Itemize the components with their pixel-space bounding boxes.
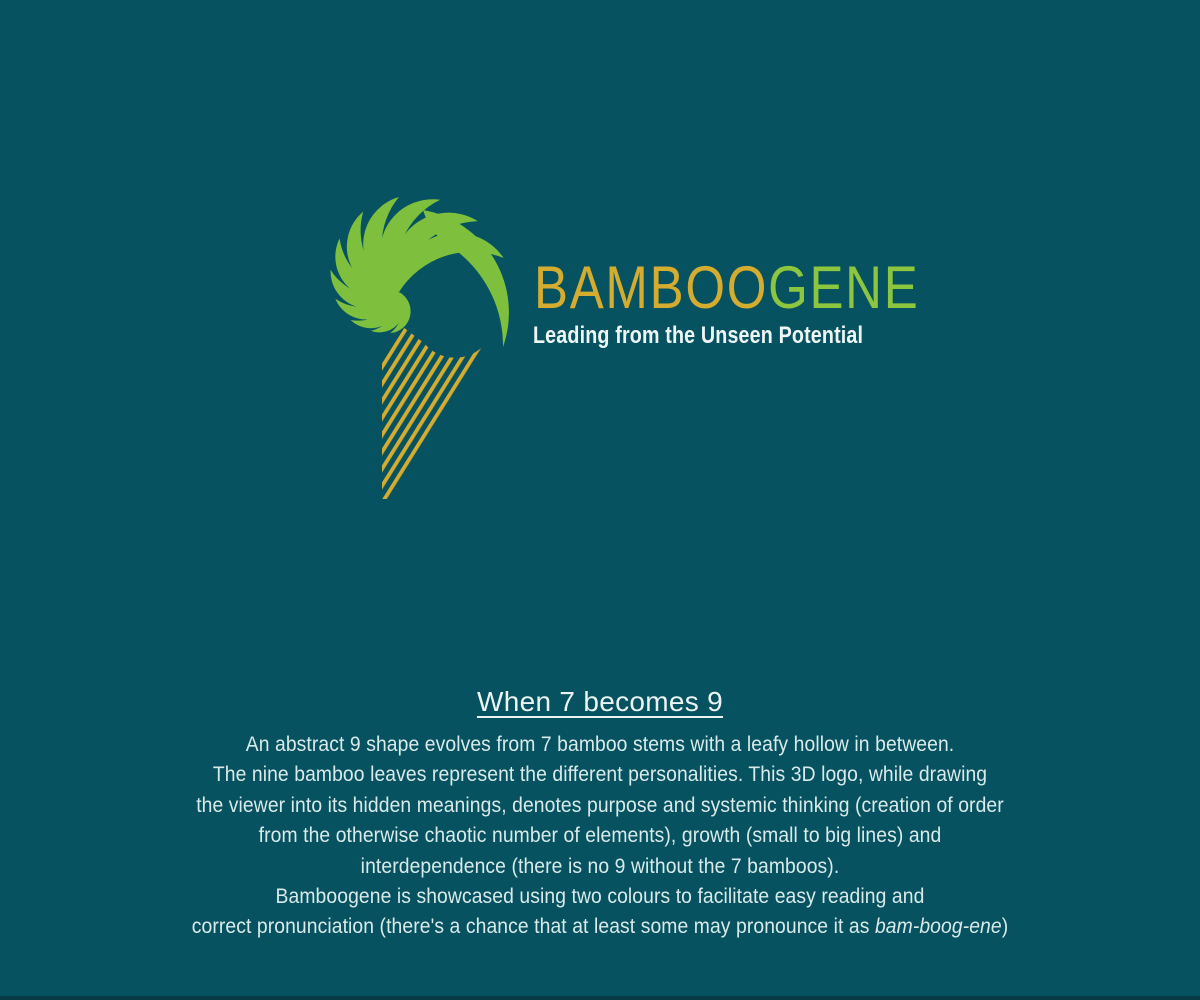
wordmark-gene: GENE bbox=[768, 254, 920, 321]
description-section bbox=[0, 686, 1200, 943]
description-line-7: correct pronunciation (there's a chance that at least some may pronounce it as bam-boog-ene) bbox=[191, 915, 1009, 939]
description-line-6: Bamboogene is showcased using two colours to facilitate easy reading and bbox=[275, 885, 925, 909]
tagline: Leading from the Unseen Potential bbox=[533, 322, 864, 349]
section-heading: When 7 becomes 9 bbox=[476, 686, 724, 717]
description-line-5: interdependence (there is no 9 without the 7 bamboos). bbox=[360, 854, 840, 878]
leafy-hollow bbox=[413, 274, 493, 354]
description-line-2: The nine bamboo leaves represent the different personalities. This 3D logo, while drawing bbox=[212, 763, 988, 787]
description-text bbox=[48, 730, 1152, 943]
description-line-4: from the otherwise chaotic number of elements), growth (small to big lines) and bbox=[258, 824, 942, 848]
description-line-1: An abstract 9 shape evolves from 7 bamboo stems with a leafy hollow in between. bbox=[245, 733, 955, 756]
wordmark bbox=[534, 254, 920, 321]
bamboogene-logo-mark bbox=[325, 188, 515, 518]
pronunciation-italic: bam-boog-ene bbox=[874, 915, 1002, 939]
bamboo-stems-stripes bbox=[382, 324, 486, 499]
description-line-3: the viewer into its hidden meanings, denotes purpose and systemic thinking (creation of order bbox=[196, 793, 1004, 817]
wordmark-bamboo: BAMBOO bbox=[534, 254, 769, 321]
bottom-edge-strip bbox=[0, 996, 1200, 1000]
